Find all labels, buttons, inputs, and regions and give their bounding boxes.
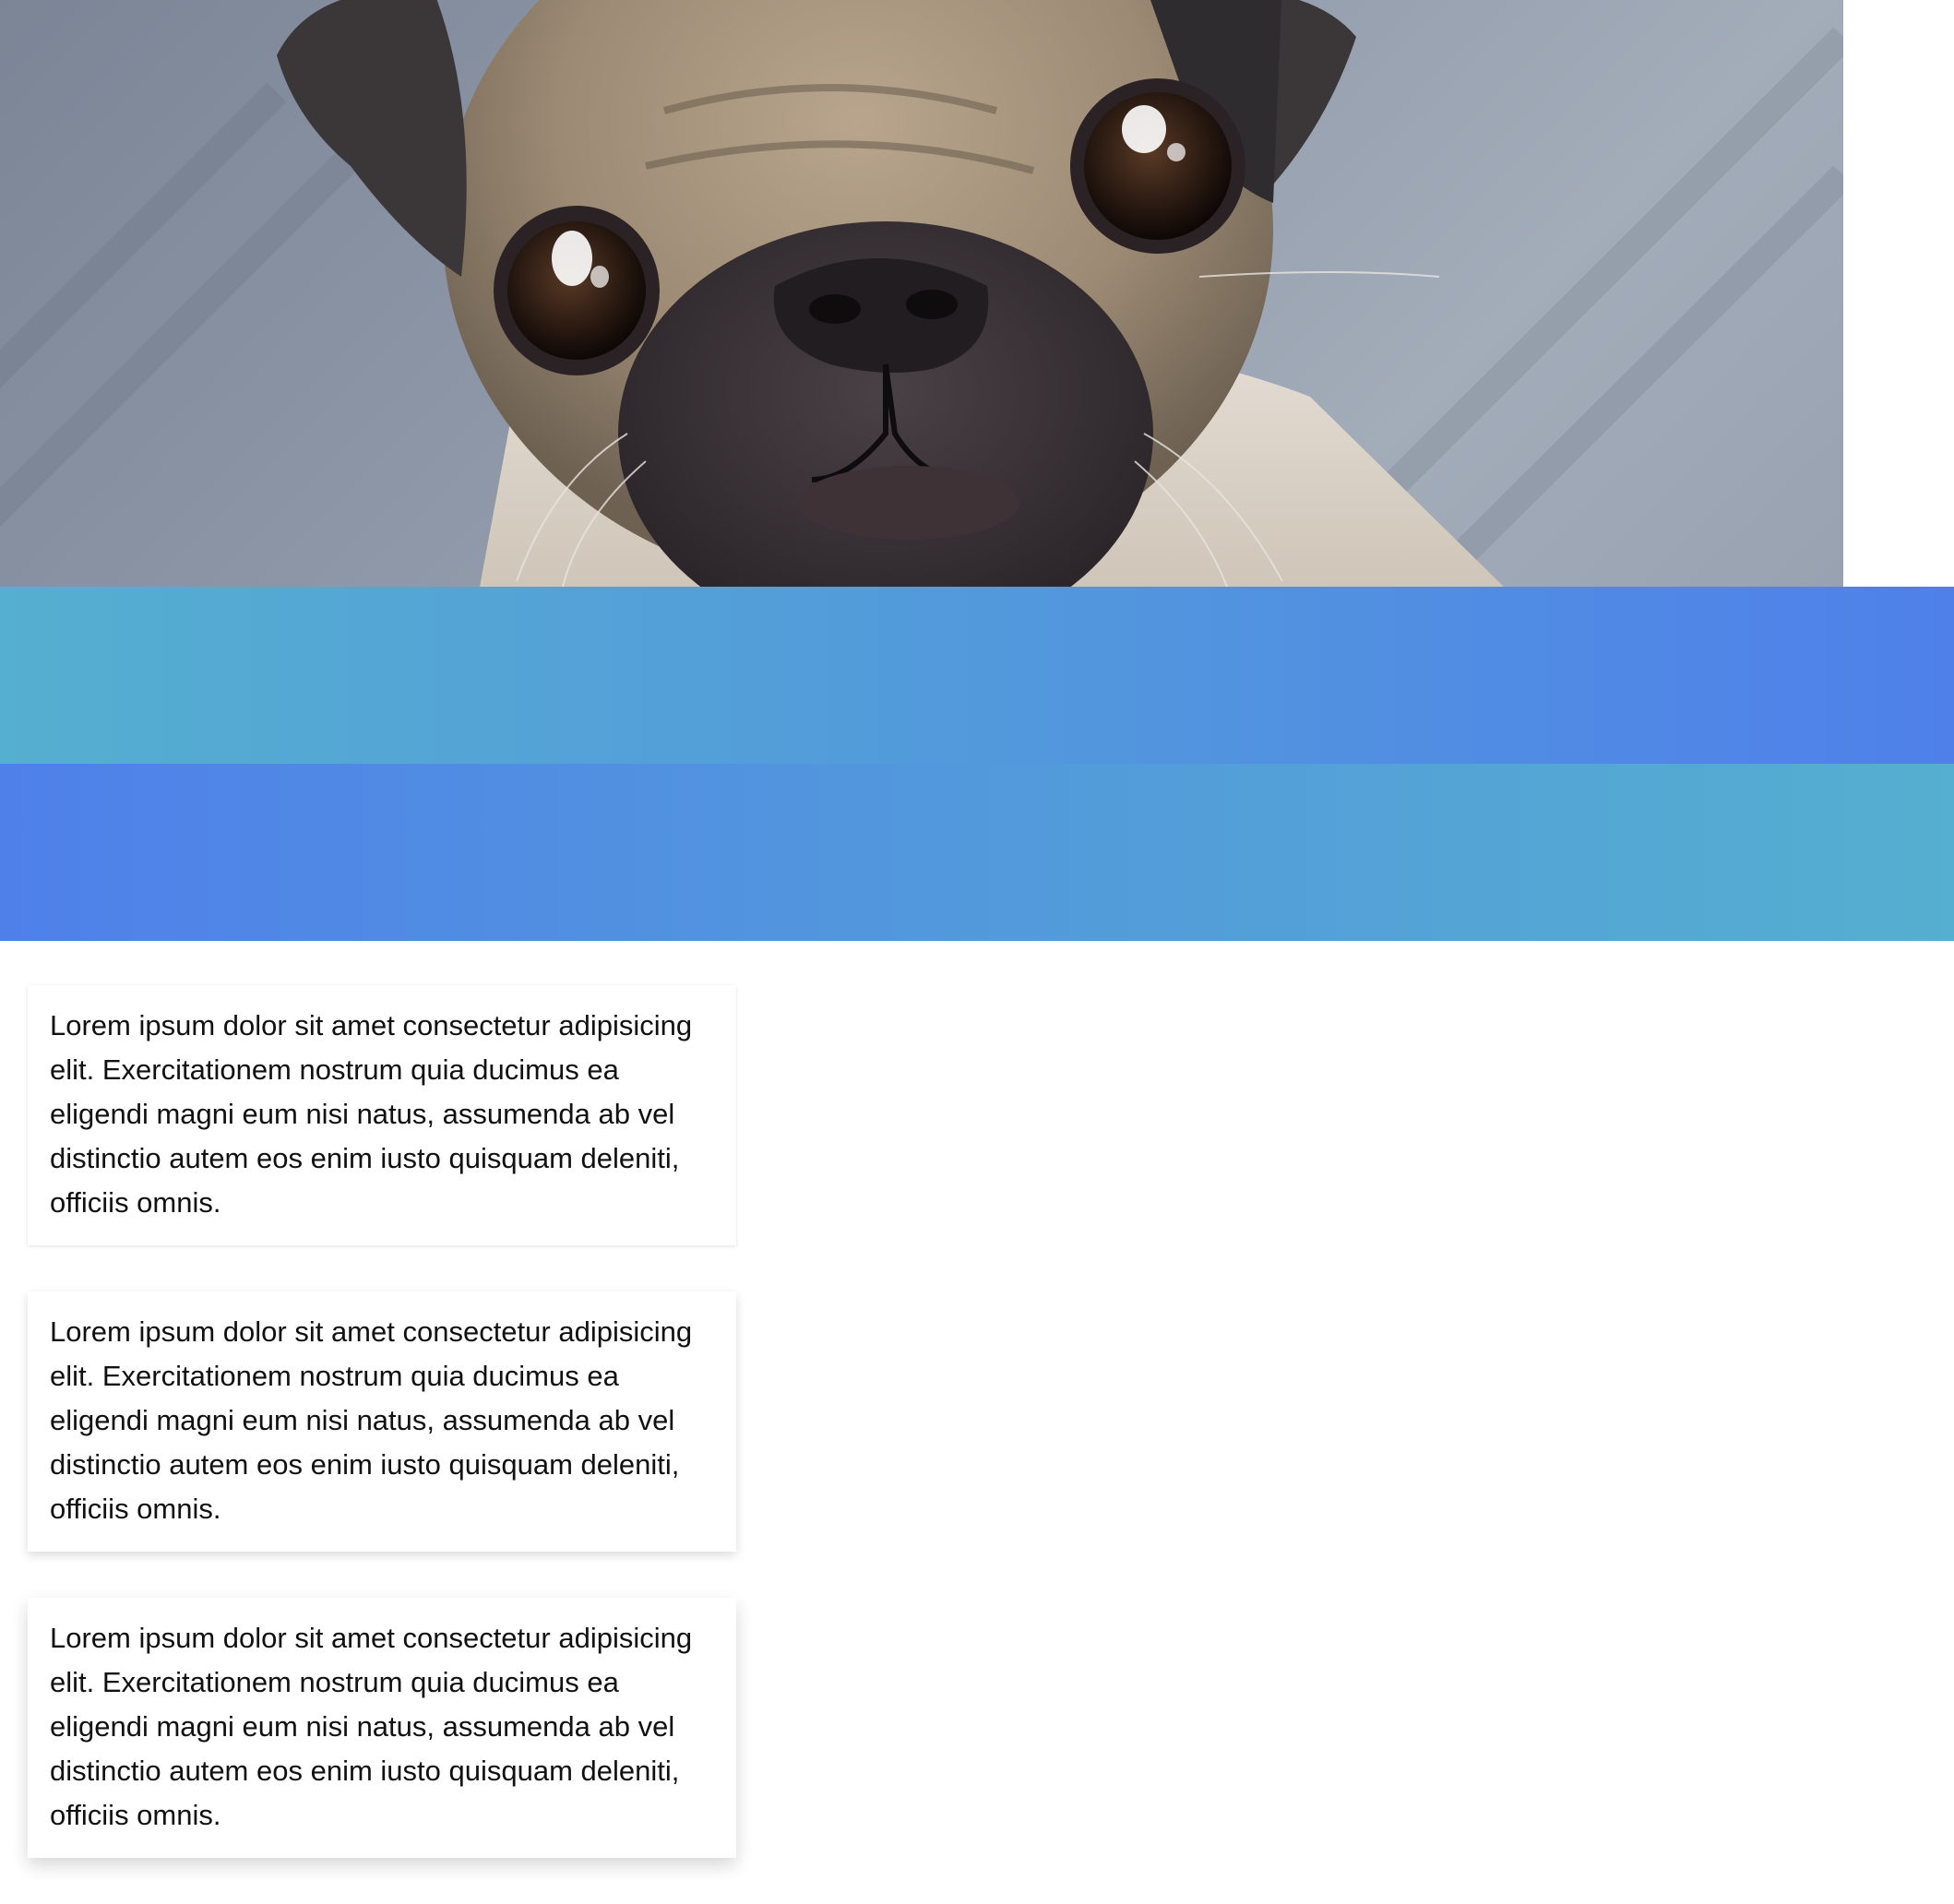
card-text: Lorem ipsum dolor sit amet consectetur adipisicing elit. Exercitationem nostrum quia ducimus ea eligendi magni eum nisi natus, assumenda ab vel distinctio autem eos enim iusto quisquam deleniti, officiis omnis. <box>50 1009 693 1219</box>
text-card <box>28 1291 736 1552</box>
text-card <box>28 1598 736 1858</box>
card-list <box>28 985 736 1904</box>
text-card <box>28 985 736 1245</box>
gradient-banner-top <box>0 587 1954 764</box>
card-text: Lorem ipsum dolor sit amet consectetur adipisicing elit. Exercitationem nostrum quia ducimus ea eligendi magni eum nisi natus, assumenda ab vel distinctio autem eos enim iusto quisquam deleniti, officiis omnis. <box>50 1315 693 1525</box>
hero-image <box>0 0 1843 587</box>
card-text: Lorem ipsum dolor sit amet consectetur adipisicing elit. Exercitationem nostrum quia ducimus ea eligendi magni eum nisi natus, assumenda ab vel distinctio autem eos enim iusto quisquam deleniti, officiis omnis. <box>50 1622 693 1831</box>
pug-photo <box>0 0 1843 587</box>
gradient-banner-bottom <box>0 764 1954 941</box>
